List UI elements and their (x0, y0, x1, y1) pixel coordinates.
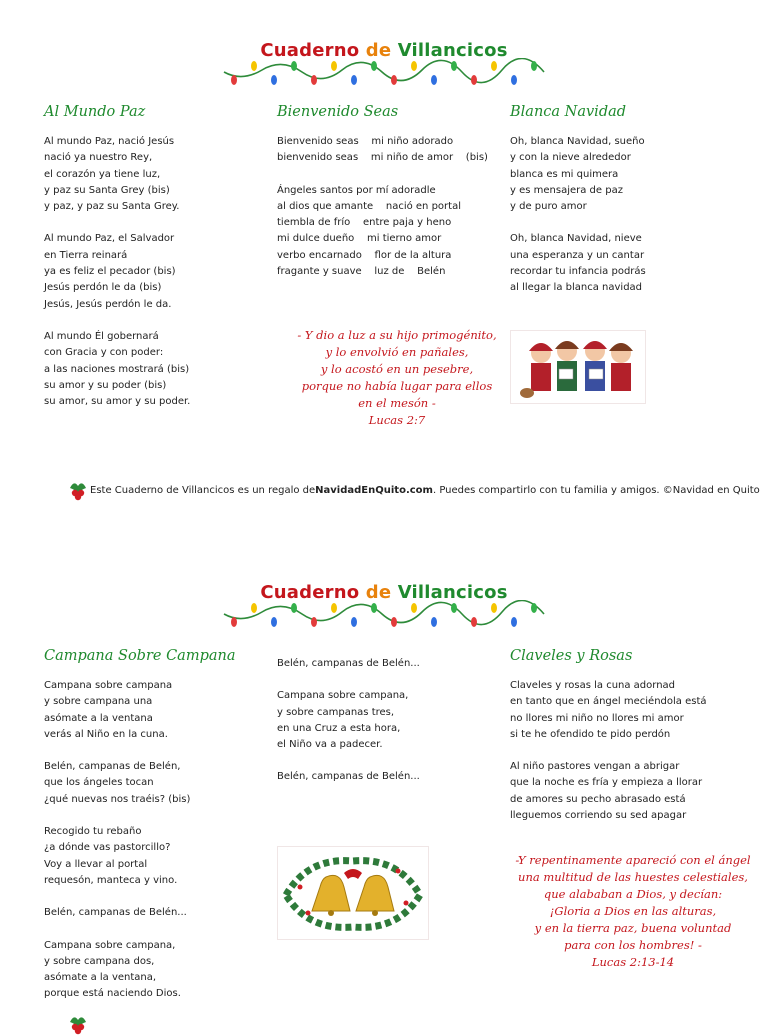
site-link[interactable]: NavidadEnQuito.com (315, 484, 433, 496)
song-title: Al Mundo Paz (44, 104, 146, 120)
stanza: Al mundo Él gobernará con Gracia y con poder: a las naciones mostrará (bis) su amor y su poder (bis) su amor, su amor y su poder. (44, 330, 191, 408)
song-title: Campana Sobre Campana (44, 648, 236, 664)
song-title: Claveles y Rosas (510, 648, 633, 664)
song-claveles-y-rosas (510, 648, 750, 840)
christmas-lights-icon (222, 58, 546, 88)
page-title-1: Cuaderno de Villancicos (260, 40, 508, 61)
holly-icon (66, 478, 90, 502)
footer-note: Este Cuaderno de Villancicos es un regalo de NavidadEnQuito.com . Puedes compartirlo con tu familia y amigos. ©Navidad en Quito (66, 478, 760, 502)
song-bienvenido-seas (277, 104, 507, 296)
stanza: Claveles y rosas la cuna adornad en tanto que en ángel meciéndola está no llores mi niño no llores mi amor si te he ofendido te pido perdón (510, 680, 707, 740)
song-title: Blanca Navidad (510, 104, 627, 120)
stanza: Belén, campanas de Belén... (44, 907, 187, 919)
christmas-lights-icon (222, 600, 546, 630)
stanza: Campana sobre campana y sobre campana una asómate a la ventana verás al Niño en la cuna. (44, 680, 173, 740)
stanza: Bienvenido seas mi niño adorado bienvenido seas mi niño de amor (bis) (277, 136, 488, 164)
stanza: Campana sobre campana, y sobre campanas tres, en una Cruz a esta hora, el Niño va a padecer. (277, 690, 409, 751)
stanza: Al niño pastores vengan a abrigar que la noche es fría y empieza a llorar de amores su pecho abrasado está lleguemos corriendo su sed apagar (510, 761, 703, 822)
stanza: Campana sobre campana, y sobre campana dos, asómate a la ventana, porque está naciendo Dios. (44, 939, 181, 1000)
song-blanca-navidad (510, 104, 740, 313)
song-campana-continued (277, 656, 507, 802)
stanza: Recogido tu rebaño ¿a dónde vas pastorcillo? Voy a llevar al portal requesón, manteca y vino. (44, 826, 178, 886)
holly-icon (66, 1012, 90, 1036)
stanza: Ángeles santos por mí adoradle al dios que amante nació en portal tiembla de frío entre paja y heno mi dulce dueño mi tierno amor verbo encarnado flor de la altura fragante y suave luz de Belén (277, 184, 461, 278)
song-al-mundo-paz (44, 104, 274, 426)
stanza: Al mundo Paz, nació Jesús nació ya nuestro Rey, el corazón ya tiene luz, y paz su Santa Grey (bis) y paz, y paz su Santa Grey. (44, 136, 180, 213)
stanza: Oh, blanca Navidad, nieve una esperanza y un cantar recordar tu infancia podrás al llegar la blanca navidad (510, 233, 646, 294)
bible-verse: -Y repentinamente apareció con el ángel una multitud de las huestes celestiales, que alababan a Dios, y decían: ¡Gloria a Dios en las alturas, y en la tierra paz, buena voluntad para con los hombres! - Lucas 2:13-14 (515, 853, 751, 969)
page-title-2: Cuaderno de Villancicos (260, 582, 508, 603)
stanza: Oh, blanca Navidad, sueño y con la nieve alrededor blanca es mi quimera y es mensajera de paz y de puro amor (510, 136, 645, 213)
stanza: Al mundo Paz, el Salvador en Tierra reinará ya es feliz el pecador (bis) Jesús perdón le da (bis) Jesús, Jesús perdón le da. (44, 233, 176, 310)
stanza: Belén, campanas de Belén, que los ángeles tocan ¿qué nuevas nos traéis? (bis) (44, 761, 191, 805)
stanza: Belén, campanas de Belén... (277, 771, 420, 783)
song-campana-sobre-campana (44, 648, 274, 1019)
bible-verse: - Y dio a luz a su hijo primogénito, y lo envolvió en pañales, y lo acostó en un pesebre, porque no había lugar para ellos en el mesón - Lucas 2:7 (297, 328, 497, 427)
carolers-image (510, 330, 646, 404)
bells-image (277, 846, 429, 940)
stanza: Belén, campanas de Belén... (277, 658, 420, 669)
song-title: Bienvenido Seas (277, 104, 399, 120)
